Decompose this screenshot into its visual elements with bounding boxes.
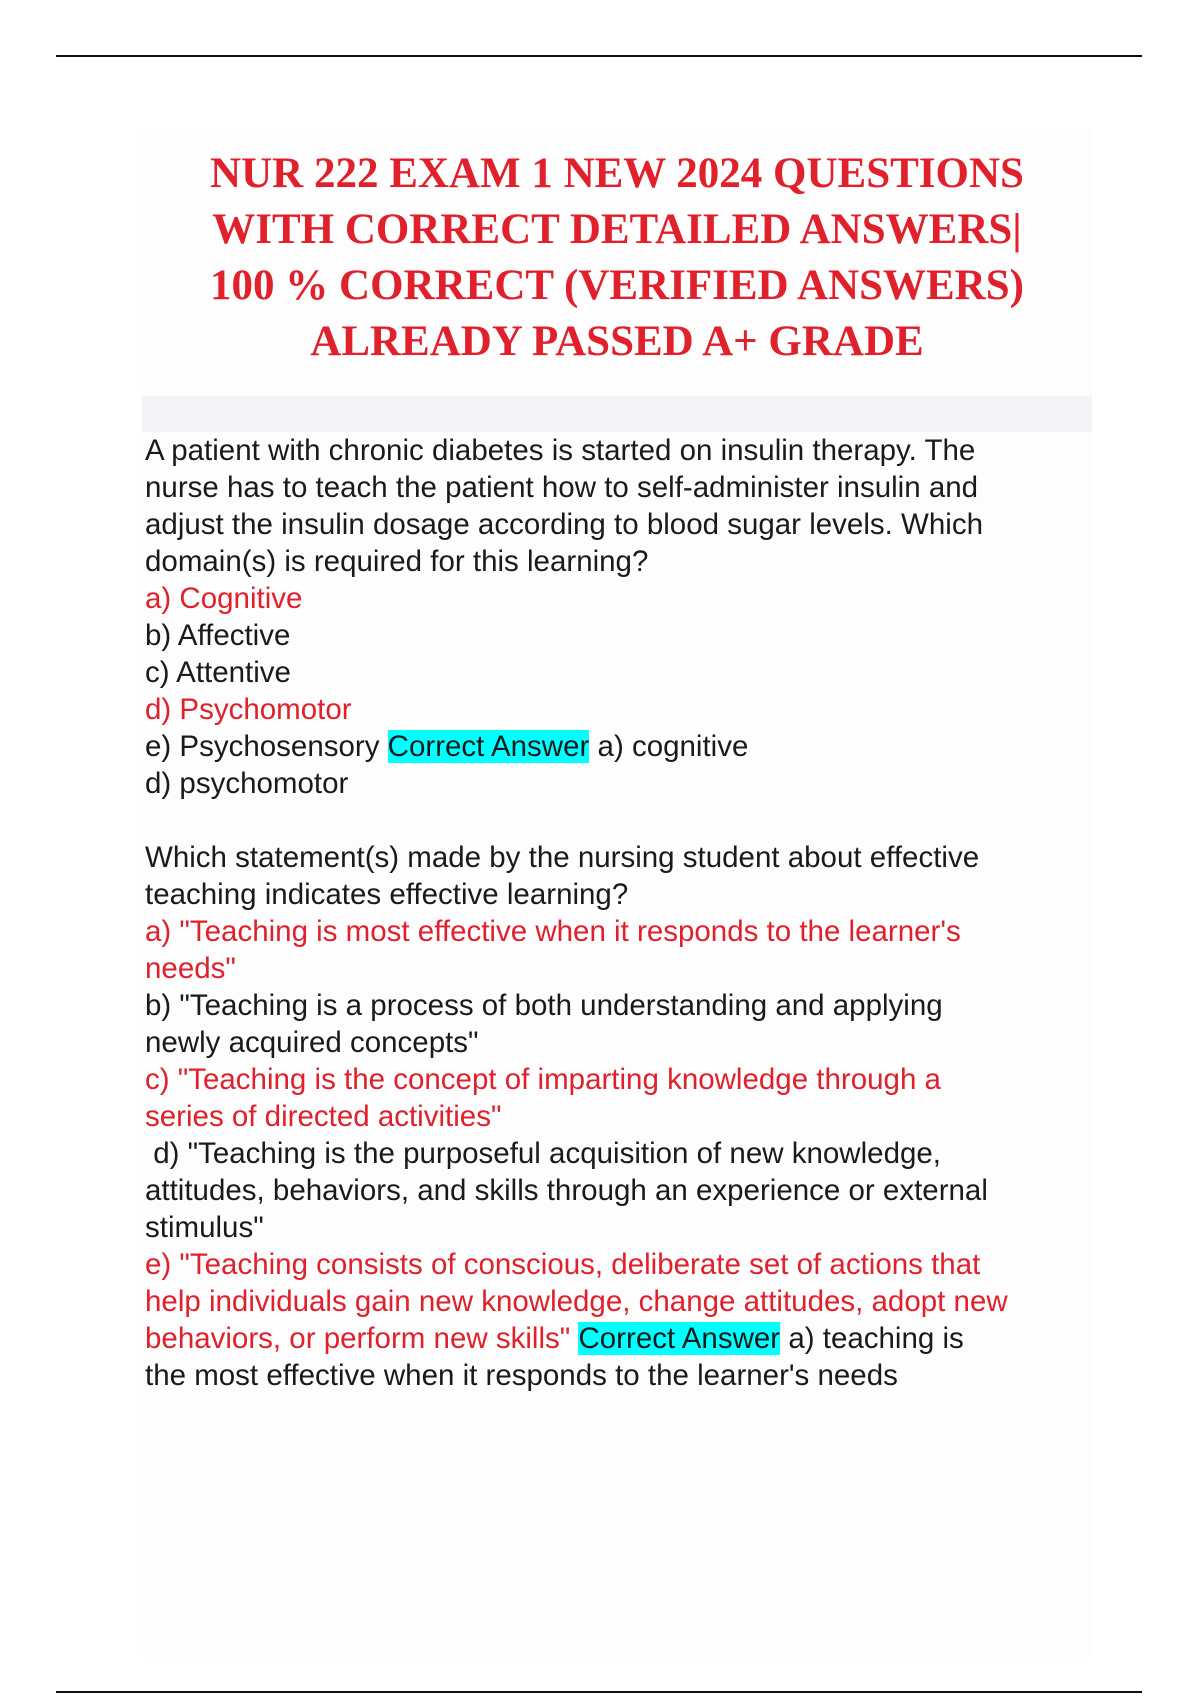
- q2-option-b-line: newly acquired concepts": [145, 1026, 479, 1059]
- q2-stem-line: teaching indicates effective learning?: [145, 878, 629, 911]
- q2-option-c-line: c) "Teaching is the concept of imparting knowledge through a: [145, 1063, 941, 1096]
- q1-option-d: d) Psychomotor: [145, 693, 352, 726]
- top-rule: [56, 55, 1142, 57]
- q1-option-c: c) Attentive: [145, 656, 291, 689]
- q2-option-d-line: stimulus": [145, 1211, 264, 1244]
- q1-stem-line: A patient with chronic diabetes is started on insulin therapy. The: [145, 434, 976, 467]
- q2-option-d-line: attitudes, behaviors, and skills through an experience or external: [145, 1174, 988, 1207]
- q2-option-e-line: e) "Teaching consists of conscious, deliberate set of actions that: [145, 1248, 981, 1281]
- q2-option-d-line: d) "Teaching is the purposeful acquisition of new knowledge,: [145, 1137, 941, 1170]
- q2-option-b-line: b) "Teaching is a process of both understanding and applying: [145, 989, 943, 1022]
- document-title: [142, 146, 1092, 370]
- q2-option-e-answer-line: [145, 1320, 1095, 1357]
- q2-stem-line: Which statement(s) made by the nursing student about effective: [145, 841, 980, 874]
- title-line-4: ALREADY PASSED A+ GRADE: [310, 318, 924, 365]
- q2-answer-line-2: the most effective when it responds to the learner's needs: [145, 1359, 898, 1392]
- bottom-rule: [56, 1691, 1142, 1693]
- q1-option-e-line: [145, 728, 1095, 765]
- title-line-1: NUR 222 EXAM 1 NEW 2024 QUESTIONS: [210, 150, 1024, 197]
- q1-option-b: b) Affective: [145, 619, 291, 652]
- q2-option-e-line: help individuals gain new knowledge, change attitudes, adopt new: [145, 1285, 1008, 1318]
- title-separator-band: [142, 396, 1092, 432]
- question-2: [145, 839, 1095, 1394]
- q2-correct-answer-marker: Correct Answer: [578, 1322, 781, 1355]
- q1-stem-line: adjust the insulin dosage according to blood sugar levels. Which: [145, 508, 983, 541]
- q1-correct-answer-marker: Correct Answer: [387, 730, 590, 763]
- question-gap: [145, 802, 1095, 839]
- q1-answer-2: d) psychomotor: [145, 767, 349, 800]
- q1-stem-line: domain(s) is required for this learning?: [145, 545, 649, 578]
- q1-option-a: a) Cognitive: [145, 582, 303, 615]
- q1-option-e: e) Psychosensory: [145, 730, 380, 763]
- q2-option-a-line: a) "Teaching is most effective when it responds to the learner's: [145, 915, 961, 948]
- title-line-2: WITH CORRECT DETAILED ANSWERS|: [212, 206, 1022, 253]
- title-line-3: 100 % CORRECT (VERIFIED ANSWERS): [210, 262, 1024, 309]
- q2-answer-line-1: a) teaching is: [788, 1322, 964, 1355]
- question-1: [145, 432, 1095, 802]
- q2-option-e-line: behaviors, or perform new skills": [145, 1322, 571, 1355]
- q1-stem-line: nurse has to teach the patient how to self-administer insulin and: [145, 471, 979, 504]
- questions-content: [145, 432, 1095, 1394]
- q1-answer-1: a) cognitive: [597, 730, 749, 763]
- q2-option-c-line: series of directed activities": [145, 1100, 502, 1133]
- q2-option-a-line: needs": [145, 952, 236, 985]
